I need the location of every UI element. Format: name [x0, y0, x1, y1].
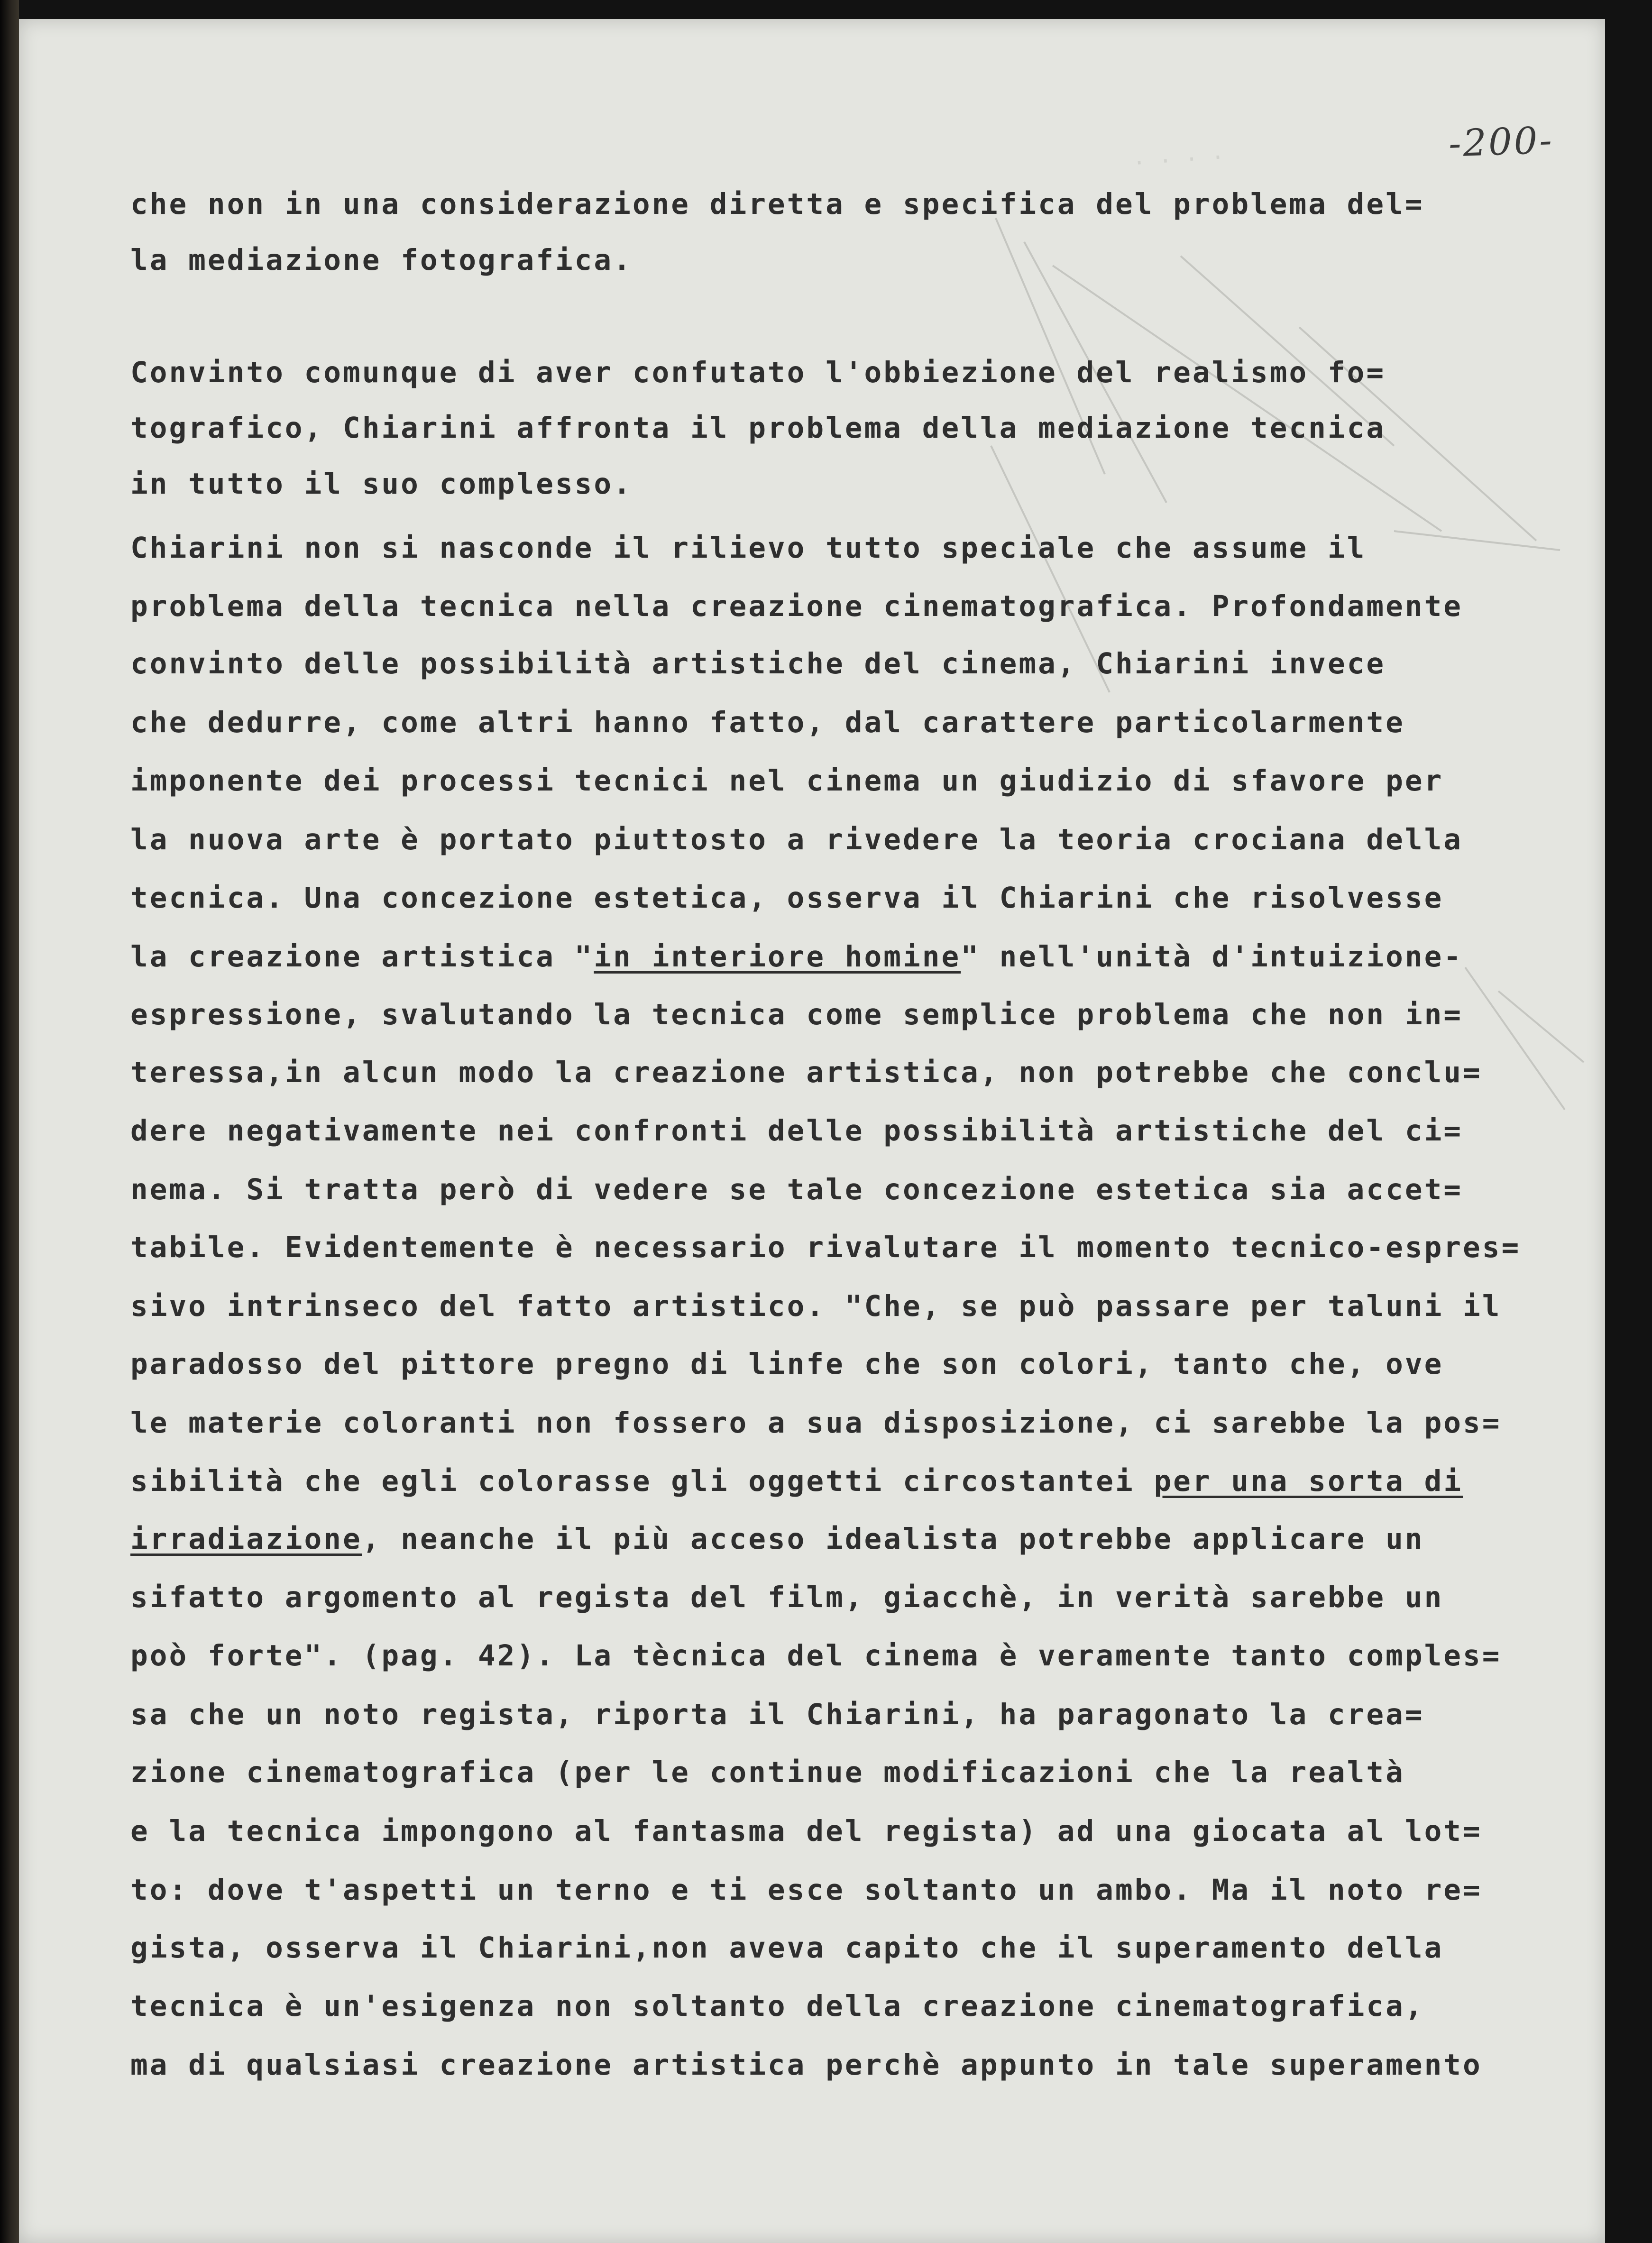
text-line	[130, 881, 1444, 915]
text-line	[130, 1873, 1482, 1907]
svg-text:· · · ·: · · · ·	[1132, 144, 1226, 176]
text-segment: poò forte". (pag. 42). La tècnica del cinema è veramente tanto comples=	[130, 1639, 1502, 1673]
text-segment: ma di qualsiasi creazione artistica perchè appunto in tale superamento	[130, 2048, 1482, 2082]
text-segment: sivo intrinseco del fatto artistico. "Che, se può passare per taluni il	[130, 1289, 1502, 1323]
text-segment: sibilità che egli colorasse gli oggetti circostantei	[130, 1464, 1154, 1498]
text-line	[130, 1583, 1443, 1612]
text-segment: convinto delle possibilità artistiche del cinema, Chiarini invece	[130, 647, 1386, 680]
text-line	[130, 940, 1463, 974]
text-line	[130, 1464, 1463, 1498]
underlined-phrase: in interiore homine	[594, 940, 961, 974]
page-number: -200-	[1448, 119, 1555, 165]
text-segment: , neanche il più acceso idealista potrebbe applicare un	[362, 1522, 1424, 1556]
text-segment: to: dove t'aspetti un terno e ti esce soltanto un ambo. Ma il noto re=	[130, 1873, 1482, 1907]
text-segment: sifatto argomento al regista del film, giacchè, in verità sarebbe un	[130, 1581, 1444, 1614]
text-line	[130, 243, 633, 277]
text-segment: Convinto comunque di aver confutato l'obbiezione del realismo fo=	[130, 356, 1386, 389]
text-segment: gista, osserva il Chiarini,non aveva capito che il superamento della	[130, 1931, 1444, 1965]
text-segment: zione cinematografica (per le continue modificazioni che la realtà	[130, 1756, 1405, 1789]
text-segment: la creazione artistica "	[130, 940, 594, 974]
text-line	[130, 649, 1386, 678]
text-line	[130, 1233, 1521, 1262]
text-line	[130, 1989, 1424, 2023]
binding-edge	[0, 0, 19, 2243]
text-line	[130, 825, 1463, 854]
text-line	[130, 764, 1444, 798]
text-line	[130, 708, 1405, 737]
text-segment: Chiarini non si nasconde il rilievo tutto speciale che assume il	[130, 531, 1367, 565]
text-line	[130, 411, 1386, 445]
text-line	[130, 1814, 1482, 1848]
text-segment: e la tecnica impongono al fantasma del regista) ad una giocata al lot=	[130, 1814, 1482, 1848]
text-segment: tecnica. Una concezione estetica, osserva il Chiarini che risolvesse	[130, 881, 1444, 915]
text-line	[130, 589, 1463, 623]
text-segment: dere negativamente nei confronti delle possibilità artistiche del ci=	[130, 1114, 1463, 1148]
text-line	[130, 531, 1367, 565]
text-segment: " nell'unità d'intuizione-	[961, 940, 1463, 974]
typewritten-page	[19, 19, 1605, 2243]
text-line	[130, 1114, 1463, 1148]
text-segment: tabile. Evidentemente è necessario rivalutare il momento tecnico-espres=	[130, 1231, 1521, 1264]
text-segment: in tutto il suo complesso.	[130, 467, 633, 501]
text-line	[130, 1931, 1444, 1965]
text-segment: espressione, svalutando la tecnica come semplice problema che non in=	[130, 998, 1463, 1031]
text-line	[130, 467, 633, 501]
text-segment: teressa,in alcun modo la creazione artistica, non potrebbe che conclu=	[130, 1056, 1482, 1089]
text-segment: tecnica è un'esigenza non soltanto della creazione cinematografica,	[130, 1989, 1424, 2023]
text-segment: che non in una considerazione diretta e specifica del problema del=	[130, 187, 1424, 221]
text-line	[130, 358, 1386, 387]
underlined-phrase: per una sorta di	[1154, 1464, 1463, 1498]
text-segment: tografico, Chiarini affronta il problema della mediazione tecnica	[130, 411, 1386, 445]
text-segment: le materie coloranti non fossero a sua disposizione, ci sarebbe la pos=	[130, 1406, 1502, 1440]
text-segment: imponente dei processi tecnici nel cinema un giudizio di sfavore per	[130, 764, 1444, 798]
text-segment: la mediazione fotografica.	[130, 243, 633, 277]
text-line	[130, 1175, 1463, 1204]
text-segment: problema della tecnica nella creazione cinematografica. Profondamente	[130, 589, 1463, 623]
text-line	[130, 1522, 1424, 1556]
text-line	[130, 1758, 1405, 1787]
text-line	[130, 1700, 1424, 1729]
underlined-phrase: irradiazione	[130, 1522, 362, 1556]
text-line	[130, 1347, 1444, 1381]
text-line	[130, 2048, 1482, 2082]
text-segment: nema. Si tratta però di vedere se tale concezione estetica sia accet=	[130, 1173, 1463, 1206]
text-line	[130, 1058, 1482, 1087]
text-line	[130, 1289, 1502, 1323]
text-line	[130, 187, 1424, 221]
text-segment: paradosso del pittore pregno di linfe che son colori, tanto che, ove	[130, 1347, 1444, 1381]
text-line	[130, 1406, 1502, 1440]
text-segment: che dedurre, come altri hanno fatto, dal carattere particolarmente	[130, 706, 1405, 739]
text-segment: sa che un noto regista, riporta il Chiarini, ha paragonato la crea=	[130, 1698, 1424, 1731]
text-line	[130, 1639, 1502, 1673]
text-line	[130, 1000, 1463, 1029]
text-segment: la nuova arte è portato piuttosto a rivedere la teoria crociana della	[130, 823, 1463, 856]
